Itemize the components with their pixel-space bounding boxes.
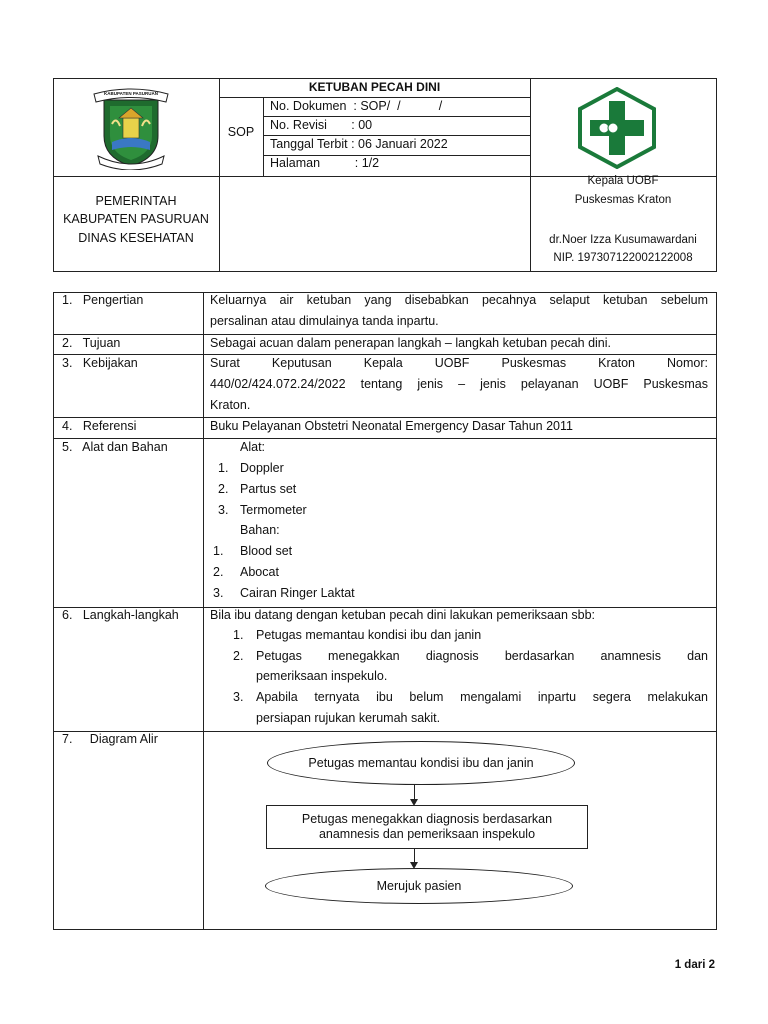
- alat-item-number: 3.: [218, 503, 229, 517]
- flow-node-referral: [265, 868, 573, 904]
- kebijakan-line-3: Kraton.: [210, 398, 251, 412]
- flow-node-diagnosis-line-2: anamnesis dan pemeriksaan inspekulo: [318, 827, 536, 841]
- org-line-1: PEMERINTAH: [95, 194, 177, 208]
- referensi-text: Buku Pelayanan Obstetri Neonatal Emergency Dasar Tahun 2011: [210, 419, 573, 433]
- signer-nip: NIP. 197307122002122008: [553, 252, 693, 264]
- signer-title-2: Puskesmas Kraton: [574, 194, 672, 206]
- step-1: Petugas memantau kondisi ibu dan janin: [256, 628, 482, 642]
- bahan-item-number: 1.: [213, 544, 224, 558]
- kebijakan-line-2: 440/02/424.072.24/2022 tentang jenis – jenis pelayanan UOBF Puskesmas: [210, 377, 708, 391]
- step-3-line-2: persiapan rujukan kerumah sakit.: [256, 711, 441, 725]
- bahan-item: Cairan Ringer Laktat: [240, 586, 355, 600]
- page-counter: 1 dari 2: [674, 959, 715, 971]
- label-kebijakan: 3. Kebijakan: [62, 356, 138, 370]
- step-number: 3.: [233, 690, 244, 704]
- alat-item-number: 2.: [218, 482, 229, 496]
- label-tujuan: 2. Tujuan: [62, 336, 121, 350]
- alat-heading: Alat:: [240, 440, 266, 454]
- doc-number: No. Dokumen : SOP/ / /: [270, 99, 443, 113]
- flow-node-monitor-label: Petugas memantau kondisi ibu dan janin: [308, 756, 534, 770]
- org-line-3: DINAS KESEHATAN: [78, 231, 194, 245]
- flow-arrow: [414, 784, 415, 800]
- label-referensi: 4. Referensi: [62, 419, 137, 433]
- emblem-ribbon-text: KABUPATEN PASURUAN: [104, 91, 158, 96]
- org-line-2: KABUPATEN PASURUAN: [63, 212, 209, 226]
- page-number: Halaman : 1/2: [270, 156, 380, 170]
- flow-node-diagnosis: [266, 805, 588, 849]
- label-pengertian: 1. Pengertian: [62, 293, 144, 307]
- kabupaten-pasuruan-emblem-icon: [90, 86, 172, 170]
- revision-number: No. Revisi : 00: [270, 118, 373, 132]
- step-3-line-1: Apabila ternyata ibu belum mengalami inpartu segera melakukan: [256, 690, 708, 704]
- alat-item: Doppler: [240, 461, 284, 475]
- bahan-item-number: 2.: [213, 565, 224, 579]
- kebijakan-line-1: Surat Keputusan Kepala UOBF Puskesmas Kraton Nomor:: [210, 356, 708, 370]
- flow-node-diagnosis-line-1: Petugas menegakkan diagnosis berdasarkan: [301, 812, 553, 826]
- tujuan-text: Sebagai acuan dalam penerapan langkah – langkah ketuban pecah dini.: [210, 336, 612, 350]
- signer-title-1: Kepala UOBF: [587, 175, 659, 187]
- alat-item: Termometer: [240, 503, 307, 517]
- step-2-line-2: pemeriksaan inspekulo.: [256, 669, 388, 683]
- document-title: KETUBAN PECAH DINI: [308, 80, 441, 94]
- step-2-line-1: Petugas menegakkan diagnosis berdasarkan anamnesis dan: [256, 649, 708, 663]
- bahan-item-number: 3.: [213, 586, 224, 600]
- puskesmas-cross-logo-icon: [576, 87, 658, 169]
- pengertian-line-1: Keluarnya air ketuban yang disebabkan pecahnya selaput ketuban sebelum: [210, 293, 708, 307]
- label-langkah: 6. Langkah-langkah: [62, 608, 179, 622]
- alat-item-number: 1.: [218, 461, 229, 475]
- label-alat-bahan: 5. Alat dan Bahan: [62, 440, 168, 454]
- step-number: 2.: [233, 649, 244, 663]
- bahan-item: Blood set: [240, 544, 293, 558]
- signer-name: dr.Noer Izza Kusumawardani: [549, 234, 697, 246]
- label-diagram: 7. Diagram Alir: [62, 732, 158, 746]
- issue-date: Tanggal Terbit : 06 Januari 2022: [270, 137, 448, 151]
- step-number: 1.: [233, 628, 244, 642]
- pengertian-line-2: persalinan atau dimulainya tanda inpartu.: [210, 314, 439, 328]
- sop-label: SOP: [227, 125, 255, 139]
- flow-node-referral-label: Merujuk pasien: [376, 879, 462, 893]
- bahan-heading: Bahan:: [240, 523, 280, 537]
- flow-node-monitor: [267, 741, 575, 785]
- langkah-intro: Bila ibu datang dengan ketuban pecah dini lakukan pemeriksaan sbb:: [210, 608, 595, 622]
- bahan-item: Abocat: [240, 565, 279, 579]
- alat-item: Partus set: [240, 482, 297, 496]
